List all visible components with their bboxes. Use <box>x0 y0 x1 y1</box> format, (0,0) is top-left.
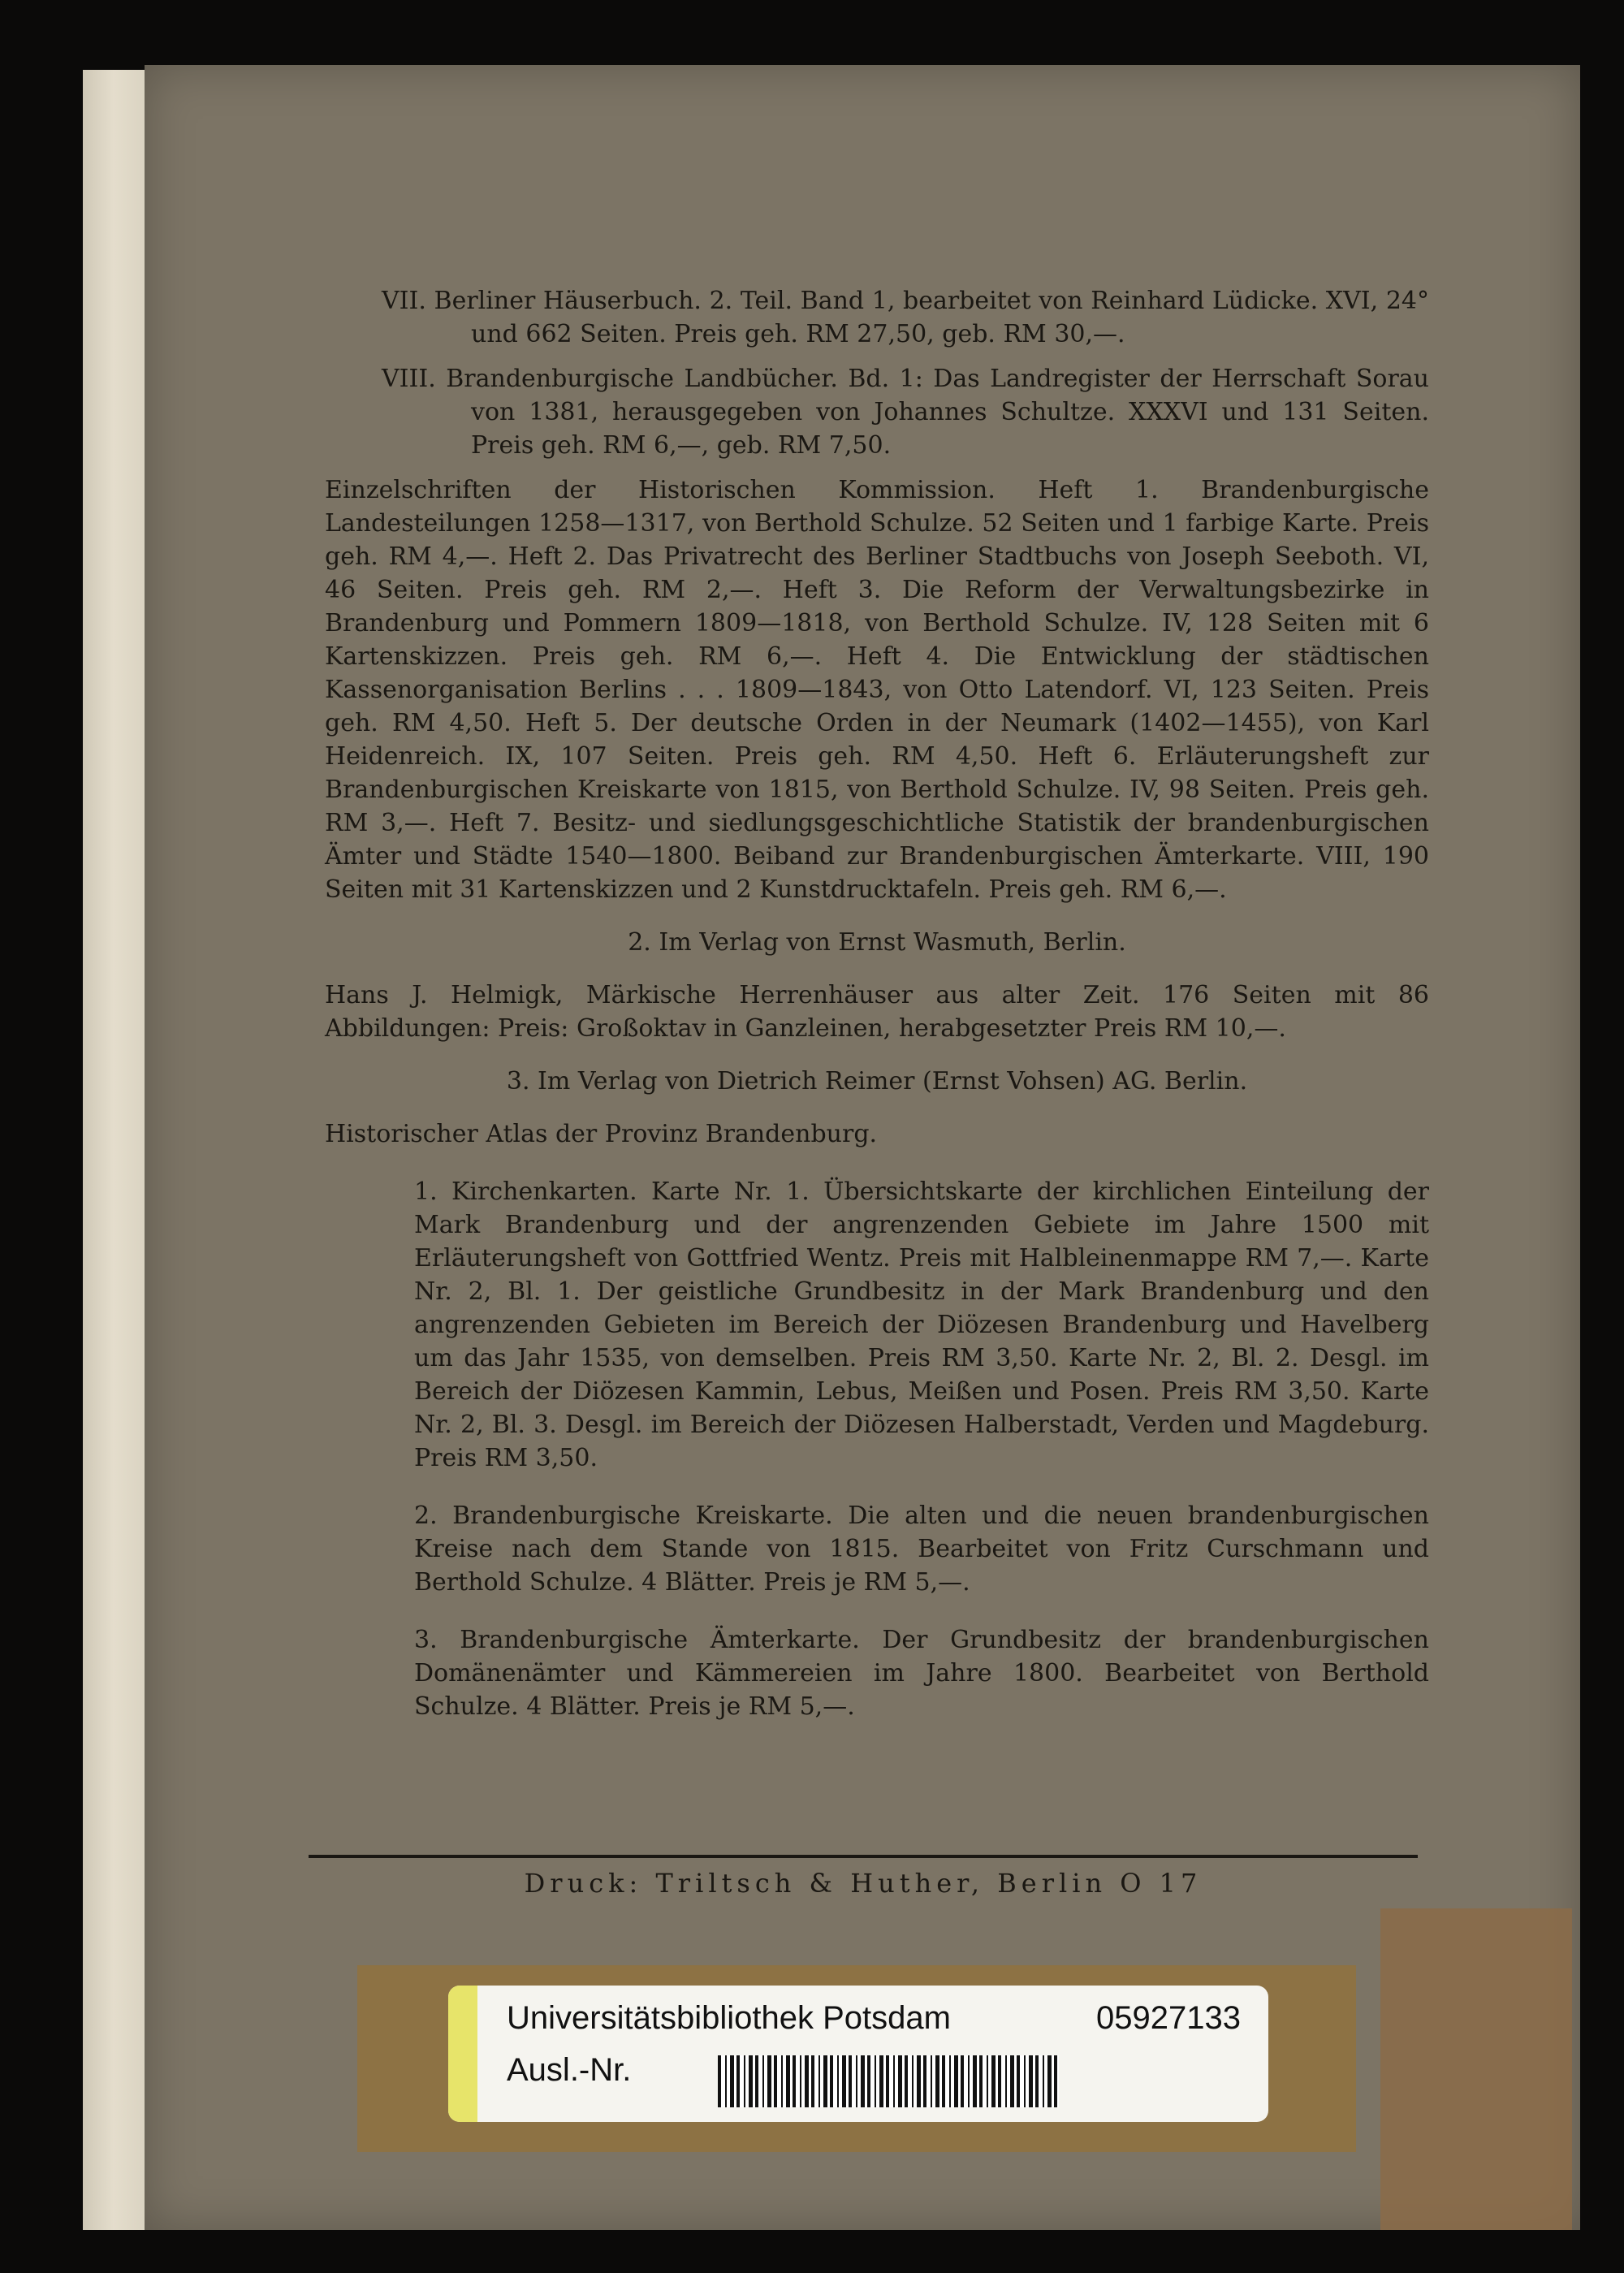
entry-kirchenkarten: 1. Kirchenkarten. Karte Nr. 1. Übersichtskarte der kirchlichen Einteilung der Mark Brandenburg und der angrenzenden Gebiete im Jahre 1500 mit Erläuterungsheft von Gottfried Wentz. Preis mit Halbleinenmappe RM 7,—. Karte Nr. 2, Bl. 1. Der geistliche Grundbesitz in der Mark Brandenburg und den angrenzenden Gebieten im Bereich der Diözesen Brandenburg und Havelberg um das Jahr 1535, von demselben. Preis RM 3,50. Karte Nr. 2, Bl. 2. Desgl. im Bereich der Diözesen Kammin, Lebus, Meißen und Posen. Preis RM 3,50. Karte Nr. 2, Bl. 3. Desgl. im Bereich der Diözesen Halberstadt, Verden und Magdeburg. Preis RM 3,50. <box>414 1178 1429 1472</box>
publication-list <box>325 284 1429 1735</box>
ausl-nr-label: Ausl.-Nr. <box>507 2052 632 2088</box>
entry-viii: VIII. Brandenburgische Landbücher. Bd. 1: Das Landregister der Herrschaft Sorau von 1381, herausgegeben von Johannes Schultze. XXXVI und 131 Seiten. Preis geh. RM 6,—, geb. RM 7,50. <box>382 365 1429 460</box>
atlas-title: Historischer Atlas der Provinz Brandenburg. <box>325 1120 878 1148</box>
library-name: Universitätsbibliothek Potsdam <box>507 2000 951 2036</box>
entry-kreiskarte: 2. Brandenburgische Kreiskarte. Die alten und die neuen brandenburgischen Kreise nach dem Stande von 1815. Bearbeitet von Fritz Curschmann und Berthold Schulze. 4 Blätter. Preis je RM 5,—. <box>414 1502 1429 1597</box>
tape-strip <box>1380 1908 1572 2230</box>
divider-rule <box>309 1855 1418 1858</box>
entry-einzelschriften: Einzelschriften der Historischen Kommission. Heft 1. Brandenburgische Landesteilungen 1258—1317, von Berthold Schulze. 52 Seiten und 1 farbige Karte. Preis geh. RM 4,—. Heft 2. Das Privatrecht des Berliner Stadtbuchs von Joseph Seeboth. VI, 46 Seiten. Preis geh. RM 2,—. Heft 3. Die Reform der Verwaltungsbezirke in Brandenburg und Pommern 1809—1818, von Berthold Schulze. IV, 128 Seiten mit 6 Kartenskizzen. Preis geh. RM 6,—. Heft 4. Die Entwicklung der städtischen Kassenorganisation Berlins . . . 1809—1843, von Otto Latendorf. VI, 123 Seiten. Preis geh. RM 4,50. Heft 5. Der deutsche Orden in der Neumark (1402—1455), von Karl Heidenreich. IX, 107 Seiten. Preis geh. RM 4,50. Heft 6. Erläuterungsheft zur Brandenburgischen Kreiskarte von 1815, von Berthold Schulze. IV, 98 Seiten. Preis geh. RM 3,—. Heft 7. Besitz- und siedlungsgeschichtliche Statistik der brandenburgischen Ämter und Städte 1540—1800. Beiband zur Brandenburgischen Ämterkarte. VIII, 190 Seiten mit 31 Kartenskizzen und 2 Kunstdrucktafeln. Preis geh. RM 6,—. <box>325 476 1429 904</box>
barcode <box>718 2055 1059 2107</box>
entry-helmigk: Hans J. Helmigk, Märkische Herrenhäuser aus alter Zeit. 176 Seiten mit 86 Abbildungen: Preis: Großoktav in Ganzleinen, herabgesetzter Preis RM 10,—. <box>325 981 1429 1043</box>
library-label <box>448 1986 1268 2122</box>
heading-wasmuth: 2. Im Verlag von Ernst Wasmuth, Berlin. <box>628 928 1126 957</box>
entry-vii: VII. Berliner Häuserbuch. 2. Teil. Band 1, bearbeitet von Reinhard Lüdicke. XVI, 24° und 662 Seiten. Preis geh. RM 27,50, geb. RM 30,—. <box>382 287 1429 348</box>
printer-imprint: Druck: Triltsch & Huther, Berlin O 17 <box>524 1868 1203 1899</box>
label-color-strip <box>448 1986 477 2122</box>
heading-reimer: 3. Im Verlag von Dietrich Reimer (Ernst Vohsen) AG. Berlin. <box>506 1067 1248 1095</box>
library-number: 05927133 <box>1096 2000 1241 2036</box>
entry-aemterkarte: 3. Brandenburgische Ämterkarte. Der Grundbesitz der brandenburgischen Domänenämter und Kämmereien im Jahre 1800. Bearbeitet von Berthold Schulze. 4 Blätter. Preis je RM 5,—. <box>414 1626 1429 1721</box>
